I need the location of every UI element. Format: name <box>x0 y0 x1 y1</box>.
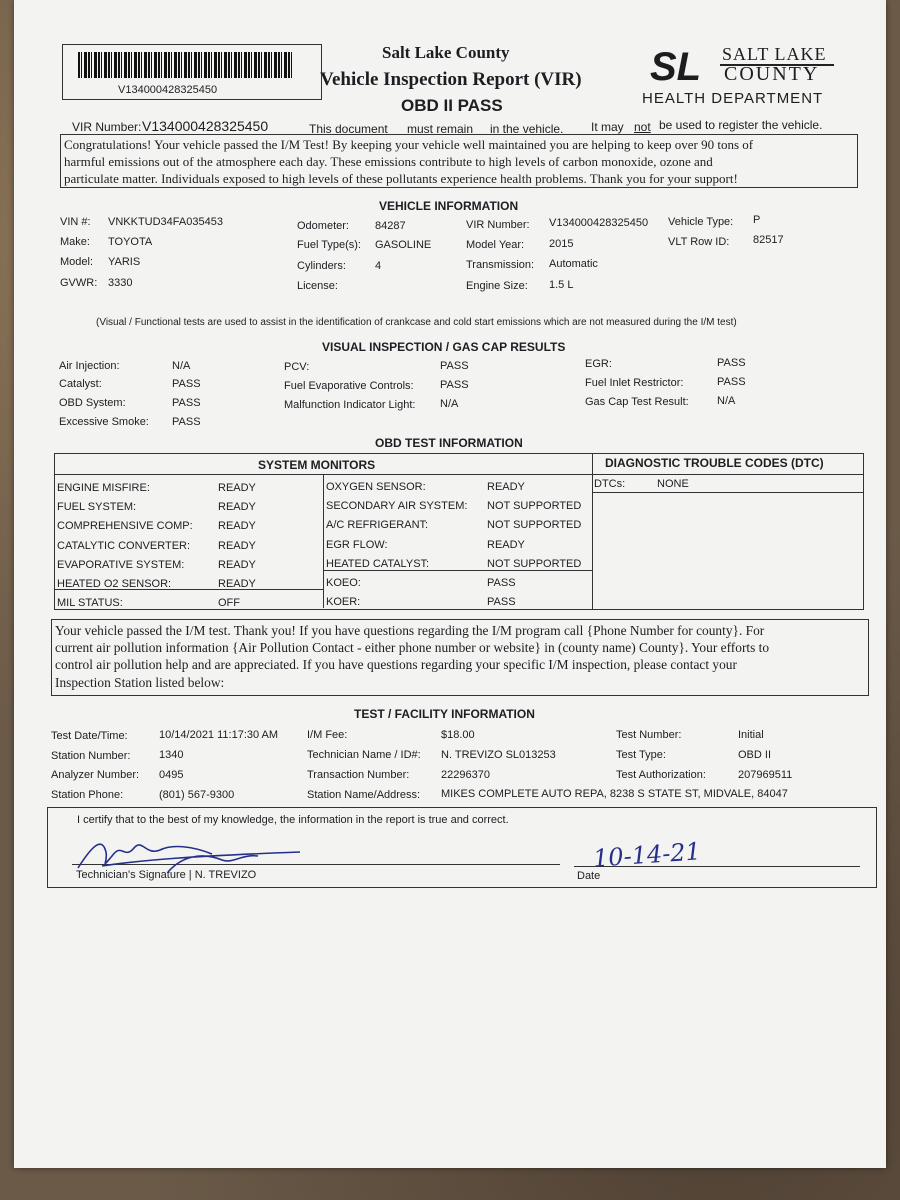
remain-text-3: in the vehicle. <box>490 122 564 136</box>
model-label: Model: <box>60 256 94 268</box>
congrats-line-1: Congratulations! Your vehicle passed the I/M Test! By keeping your vehicle well maintained you are helping to keep over 90 tons of <box>64 137 754 152</box>
monitor-right-labels <box>326 478 467 612</box>
report-result: OBD II PASS <box>401 96 503 115</box>
vin-label: VIN #: <box>60 216 91 228</box>
dtc-label: DTCs: <box>594 478 626 490</box>
remain-text-2: must remain <box>407 122 474 136</box>
fuel-value: GASOLINE <box>375 239 432 251</box>
test-auth-value: 207969511 <box>738 769 793 781</box>
transaction-label: Transaction Number: <box>307 769 410 781</box>
monitor-evaporative-value: READY <box>218 558 256 571</box>
barcode <box>78 52 294 78</box>
health-department: HEALTH DEPARTMENT <box>642 90 824 107</box>
cylinders-value: 4 <box>375 260 382 272</box>
im-fee-value: $18.00 <box>441 729 475 741</box>
pcv-label: PCV: <box>284 361 310 373</box>
certification-statement: I certify that to the best of my knowledge, the information in the report is true and correct. <box>77 814 509 826</box>
evap-controls-label: Fuel Evaporative Controls: <box>284 380 414 392</box>
monitor-ac-refrigerant-label: A/C REFRIGERANT: <box>326 519 429 532</box>
date-label: Date <box>577 870 601 882</box>
test-date-label: Test Date/Time: <box>51 730 128 742</box>
obd-system-label: OBD System: <box>59 397 126 409</box>
monitor-left-labels <box>57 479 193 613</box>
smoke-value: PASS <box>172 416 201 428</box>
vlt-value: 82517 <box>753 234 784 246</box>
pcv-value: PASS <box>440 360 469 372</box>
monitor-fuel-system-value: READY <box>218 501 256 514</box>
monitors-divider <box>323 474 324 608</box>
congrats-line-2: harmful emissions out of the atmosphere each day. These emissions contribute to high levels of carbon monoxide, ozone and <box>64 154 713 169</box>
obd-heading: OBD TEST INFORMATION <box>375 436 523 450</box>
dtc-header-rule <box>592 492 863 493</box>
passed-message <box>55 622 769 691</box>
egr-label: EGR: <box>585 358 612 370</box>
odometer-value: 84287 <box>375 220 406 232</box>
vir-number-value: V134000428325450 <box>142 118 269 134</box>
monitor-oxygen-sensor-label: OXYGEN SENSOR: <box>326 481 426 493</box>
barcode-text: V134000428325450 <box>118 84 218 96</box>
egr-value: PASS <box>717 357 746 369</box>
station-number-label: Station Number: <box>51 750 131 762</box>
passed-line-2: current air pollution information {Air Pollution Contact - either phone number or website} in (county name) County}. Your efforts to <box>55 640 770 656</box>
handwritten-date: 10-14-21 <box>592 837 702 873</box>
passed-line-1: Your vehicle passed the I/M test. Thank you! If you have questions regarding the I/M program call {Phone Number for county}. For <box>55 623 765 638</box>
dtc-header-rule-top <box>592 474 863 475</box>
logo-salt-lake: SALT LAKE <box>722 44 827 64</box>
inlet-restrictor-label: Fuel Inlet Restrictor: <box>585 377 684 389</box>
station-phone-label: Station Phone: <box>51 789 124 801</box>
dtc-heading: DIAGNOSTIC TROUBLE CODES (DTC) <box>605 456 824 470</box>
vlt-label: VLT Row ID: <box>668 236 730 248</box>
mil-label: Malfunction Indicator Light: <box>284 399 416 411</box>
monitor-catalytic-value: READY <box>218 539 256 552</box>
passed-line-4: Inspection Station listed below: <box>55 674 225 690</box>
monitor-heated-o2-label: HEATED O2 SENSOR: <box>57 578 172 591</box>
monitor-left-values <box>218 479 256 613</box>
visual-note: (Visual / Functional tests are used to assist in the identification of crankcase and cold start emissions which are not measured during the I/M test) <box>96 317 737 328</box>
test-number-value: Initial <box>738 729 764 741</box>
station-address-value: MIKES COMPLETE AUTO REPA, 8238 S STATE ST, MIDVALE, 84047 <box>441 788 788 800</box>
transmission-value: Automatic <box>549 258 598 270</box>
engine-label: Engine Size: <box>466 280 528 292</box>
monitor-koeo-value: PASS <box>487 577 516 590</box>
vehicle-type-value: P <box>753 214 761 226</box>
air-injection-value: N/A <box>172 360 191 372</box>
odometer-label: Odometer: <box>297 220 349 232</box>
monitor-mil-status-value: OFF <box>218 597 240 610</box>
monitor-engine-misfire-label: ENGINE MISFIRE: <box>57 482 150 494</box>
smoke-label: Excessive Smoke: <box>59 416 149 428</box>
technician-signature <box>72 826 302 882</box>
monitor-comprehensive-label: COMPREHENSIVE COMP: <box>57 520 193 533</box>
monitor-catalytic-label: CATALYTIC CONVERTER: <box>57 539 191 552</box>
cylinders-label: Cylinders: <box>297 260 346 272</box>
visual-heading: VISUAL INSPECTION / GAS CAP RESULTS <box>322 340 566 354</box>
monitor-egr-flow-label: EGR FLOW: <box>326 538 388 551</box>
gvwr-label: GVWR: <box>60 277 98 289</box>
monitor-koer-value: PASS <box>487 596 516 609</box>
vehicle-vir-label: VIR Number: <box>466 219 530 231</box>
vin-value: VNKKTUD34FA035453 <box>108 216 223 228</box>
system-monitors-heading: SYSTEM MONITORS <box>258 458 376 472</box>
monitor-heated-catalyst-value: NOT SUPPORTED <box>487 557 582 570</box>
gas-cap-value: N/A <box>717 395 736 407</box>
signature-label: Technician's Signature | N. TREVIZO <box>76 869 257 881</box>
register-text-2: not <box>634 120 651 134</box>
catalyst-label: Catalyst: <box>59 378 102 390</box>
dtc-value: NONE <box>657 478 689 490</box>
im-fee-label: I/M Fee: <box>307 729 348 741</box>
congrats-line-3: particulate matter. Individuals exposed to high levels of these pollutants experience health problems. Thank you for your support! <box>64 171 738 186</box>
monitor-comprehensive-value: READY <box>218 520 256 533</box>
county-name: Salt Lake County <box>382 43 510 62</box>
station-phone-value: (801) 567-9300 <box>159 789 235 801</box>
license-label: License: <box>297 280 338 292</box>
logo-county: COUNTY <box>724 63 820 85</box>
monitor-secondary-air-value: NOT SUPPORTED <box>487 500 582 513</box>
test-date-value: 10/14/2021 11:17:30 AM <box>159 729 279 741</box>
model-value: YARIS <box>108 256 141 268</box>
test-auth-label: Test Authorization: <box>616 769 706 781</box>
monitor-right-values <box>487 478 581 612</box>
vir-number-label: VIR Number: <box>72 120 142 134</box>
station-number-value: 1340 <box>159 749 184 761</box>
inlet-restrictor-value: PASS <box>717 376 746 388</box>
technician-label: Technician Name / ID#: <box>307 749 421 761</box>
monitor-egr-flow-value: READY <box>487 538 525 551</box>
vehicle-heading: VEHICLE INFORMATION <box>379 199 519 213</box>
passed-line-3: control air pollution help and are appreciated. If you have questions regarding your specific I/M inspection, please contact your <box>55 657 737 673</box>
station-address-label: Station Name/Address: <box>307 789 421 801</box>
analyzer-number-value: 0495 <box>159 769 184 781</box>
obd-table-divider <box>592 453 593 609</box>
report-title: Vehicle Inspection Report (VIR) <box>320 69 582 90</box>
monitor-oxygen-sensor-value: READY <box>487 481 525 493</box>
gvwr-value: 3330 <box>108 277 133 289</box>
gas-cap-label: Gas Cap Test Result: <box>585 396 689 408</box>
register-text-3: be used to register the vehicle. <box>659 118 823 132</box>
transmission-label: Transmission: <box>466 259 535 271</box>
logo-initials: SL <box>650 46 702 84</box>
test-number-label: Test Number: <box>616 729 682 741</box>
make-value: TOYOTA <box>108 236 153 248</box>
monitor-koer-label: KOER: <box>326 596 361 609</box>
monitor-secondary-air-label: SECONDARY AIR SYSTEM: <box>326 500 468 513</box>
monitor-fuel-system-label: FUEL SYSTEM: <box>57 501 137 514</box>
year-value: 2015 <box>549 238 574 250</box>
technician-value: N. TREVIZO SL013253 <box>441 749 556 761</box>
test-type-value: OBD II <box>738 749 772 761</box>
transaction-value: 22296370 <box>441 769 490 781</box>
vehicle-vir-value: V134000428325450 <box>549 217 649 229</box>
monitor-evaporative-label: EVAPORATIVE SYSTEM: <box>57 558 185 571</box>
monitor-ac-refrigerant-value: NOT SUPPORTED <box>487 519 582 532</box>
monitor-engine-misfire-value: READY <box>218 482 256 494</box>
make-label: Make: <box>60 236 90 248</box>
mil-value: N/A <box>440 398 459 410</box>
air-injection-label: Air Injection: <box>59 360 120 372</box>
evap-controls-value: PASS <box>440 379 469 391</box>
monitor-heated-o2-value: READY <box>218 578 256 591</box>
vehicle-type-label: Vehicle Type: <box>668 216 734 228</box>
year-label: Model Year: <box>466 239 525 251</box>
monitor-koeo-label: KOEO: <box>326 577 361 590</box>
congrats-message <box>64 136 753 187</box>
analyzer-number-label: Analyzer Number: <box>51 769 140 781</box>
monitor-heated-catalyst-label: HEATED CATALYST: <box>326 557 430 570</box>
catalyst-value: PASS <box>172 378 201 390</box>
obd-system-value: PASS <box>172 397 201 409</box>
test-type-label: Test Type: <box>616 749 666 761</box>
monitor-mil-status-label: MIL STATUS: <box>57 597 123 610</box>
remain-text-1: This document <box>309 122 388 136</box>
facility-heading: TEST / FACILITY INFORMATION <box>354 707 535 721</box>
fuel-label: Fuel Type(s): <box>297 239 361 251</box>
engine-value: 1.5 L <box>549 279 574 291</box>
register-text-1: It may <box>591 120 624 134</box>
inspection-report-page <box>14 0 886 1168</box>
